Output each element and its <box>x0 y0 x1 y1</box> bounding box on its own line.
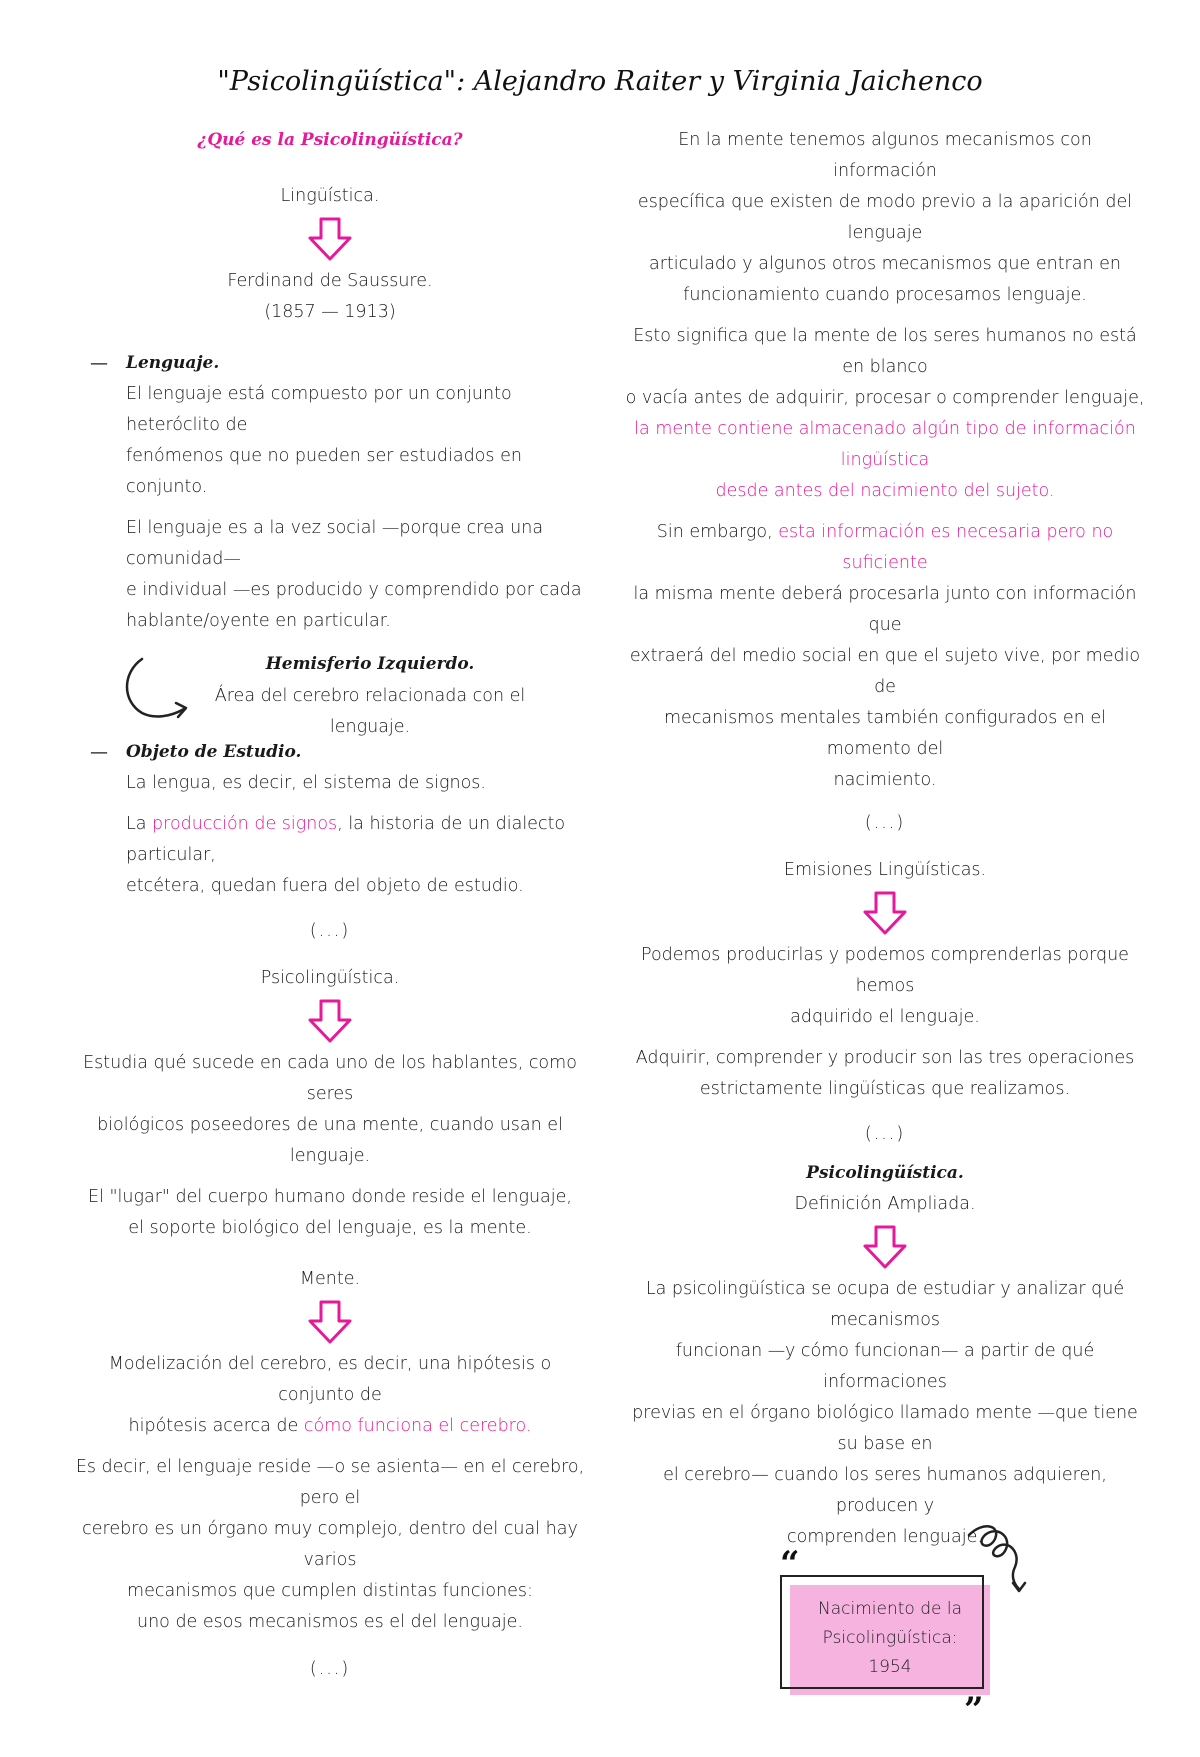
question-heading: ¿Qué es la Psicolingüística? <box>197 130 463 150</box>
ellipsis: (...) <box>309 1659 351 1679</box>
lenguaje-text: hablante/oyente en particular. <box>126 611 391 631</box>
sin-embargo-text: la misma mente deberá procesarla junto con información que <box>633 584 1137 635</box>
sin-embargo-text: extraerá del medio social en que el sujeto vive, por medio de <box>629 646 1141 697</box>
lenguaje-text: fenómenos que no pueden ser estudiados en conjunto. <box>126 446 522 497</box>
lenguaje-text: e individual —es producido y comprendido por cada <box>126 580 582 600</box>
section-objeto <box>70 737 590 902</box>
down-arrow-icon <box>307 998 353 1044</box>
estudia-text: Estudia qué sucede en cada uno de los hablantes, como seres <box>83 1053 577 1104</box>
curved-arrow-icon <box>120 655 195 723</box>
quote-line: 1954 <box>868 1657 912 1677</box>
highlight-text: producción de signos <box>152 814 338 834</box>
lenguaje-text: El lenguaje está compuesto por un conjunto heteróclito de <box>126 384 512 435</box>
close-quote-icon: ” <box>964 1690 984 1730</box>
mente-text: específica que existen de modo previo a la aparición del lenguaje <box>637 192 1133 243</box>
down-arrow-icon <box>862 1224 908 1270</box>
lugar-text: El "lugar" del cuerpo humano donde reside el lenguaje, <box>88 1187 572 1207</box>
definicion-text: funcionan —y cómo funcionan— a partir de qué informaciones <box>675 1341 1095 1392</box>
hemisferio-text: Área del cerebro relacionada con el lenguaje. <box>214 686 526 737</box>
quote-box <box>780 1544 990 1730</box>
objeto-heading: Objeto de Estudio. <box>126 742 302 762</box>
adquirir-text: Adquirir, comprender y producir son las tres operaciones <box>635 1048 1135 1068</box>
quote-text <box>790 1595 990 1682</box>
bullet-dash: — <box>90 742 108 763</box>
objeto-text: La producción de signos, la historia de un dialecto particular, <box>126 814 566 865</box>
lenguaje-heading: Lenguaje. <box>126 353 220 373</box>
definicion-text: el cerebro— cuando los seres humanos adquieren, producen y <box>663 1465 1107 1516</box>
reside-text: Es decir, el lenguaje reside —o se asienta— en el cerebro, pero el <box>75 1457 585 1508</box>
section-lenguaje <box>70 348 590 637</box>
hemisferio-heading: Hemisferio Izquierdo. <box>265 654 475 674</box>
highlight-text: cómo funciona el cerebro. <box>303 1416 532 1436</box>
ellipsis: (...) <box>864 1124 906 1144</box>
quote-line: Psicolingüística: <box>822 1628 958 1648</box>
open-quote-icon: “ <box>780 1544 800 1584</box>
reside-text: uno de esos mecanismos es el del lenguaje. <box>137 1612 523 1632</box>
reside-text: mecanismos que cumplen distintas funciones: <box>127 1581 533 1601</box>
reside-text: cerebro es un órgano muy complejo, dentro del cual hay varios <box>82 1519 578 1570</box>
psicolinguistica-heading: Psicolingüística. <box>806 1163 964 1183</box>
objeto-text: etcétera, quedan fuera del objeto de estudio. <box>126 876 524 896</box>
highlight-text: la mente contiene almacenado algún tipo de información lingüística <box>634 419 1136 470</box>
significa-text: o vacía antes de adquirir, procesar o comprender lenguaje, <box>625 388 1145 408</box>
sin-embargo-text: mecanismos mentales también configurados en el momento del <box>664 708 1106 759</box>
node-saussure-years: (1857 — 1913) <box>264 302 396 322</box>
sin-embargo-text: Sin embargo, esta información es necesaria pero no suficiente <box>656 522 1114 573</box>
producir-text: Podemos producirlas y podemos comprenderlas porque hemos <box>641 945 1129 996</box>
mente-text: funcionamiento cuando procesamos lenguaje. <box>683 285 1087 305</box>
down-arrow-icon <box>307 216 353 262</box>
down-arrow-icon <box>862 890 908 936</box>
node-linguistica: Lingüística. <box>280 186 380 206</box>
highlight-text: esta información es necesaria pero no suficiente <box>778 522 1114 573</box>
adquirir-text: estrictamente lingüísticas que realizamos. <box>699 1079 1071 1099</box>
left-column <box>70 125 590 1685</box>
hemisferio-block <box>70 649 590 737</box>
definicion-text: previas en el órgano biológico llamado mente —que tiene su base en <box>632 1403 1138 1454</box>
node-mente: Mente. <box>299 1269 361 1289</box>
quote-line: Nacimiento de la <box>818 1599 962 1619</box>
mente-text: articulado y algunos otros mecanismos que entran en <box>648 254 1121 274</box>
producir-text: adquirido el lenguaje. <box>790 1007 980 1027</box>
down-arrow-icon <box>307 1299 353 1345</box>
bullet-dash: — <box>90 353 108 374</box>
model-text: Modelización del cerebro, es decir, una hipótesis o conjunto de <box>108 1354 552 1405</box>
lugar-text: el soporte biológico del lenguaje, es la mente. <box>128 1218 532 1238</box>
ellipsis: (...) <box>864 813 906 833</box>
definicion-text: La psicolingüística se ocupa de estudiar y analizar qué mecanismos <box>645 1279 1125 1330</box>
page-title: "Psicolingüística": Alejandro Raiter y Virginia Jaichenco <box>217 66 983 97</box>
mente-text: En la mente tenemos algunos mecanismos con información <box>678 130 1092 181</box>
node-psicolinguistica: Psicolingüística. <box>260 968 400 988</box>
estudia-text: biológicos poseedores de una mente, cuando usan el lenguaje. <box>97 1115 563 1166</box>
objeto-text: La lengua, es decir, el sistema de signos. <box>126 773 486 793</box>
right-column <box>625 125 1145 1757</box>
highlight-text: desde antes del nacimiento del sujeto. <box>715 481 1055 501</box>
ellipsis: (...) <box>309 921 351 941</box>
significa-text: Esto significa que la mente de los seres humanos no está en blanco <box>633 326 1137 377</box>
sin-embargo-text: nacimiento. <box>833 770 937 790</box>
node-emisiones: Emisiones Lingüísticas. <box>783 860 987 880</box>
model-text: hipótesis acerca de cómo funciona el cerebro. <box>128 1416 532 1436</box>
quote-area <box>625 1544 1145 1757</box>
node-saussure: Ferdinand de Saussure. <box>227 271 433 291</box>
definicion-label: Definición Ampliada. <box>794 1194 976 1214</box>
definicion-text: comprenden lenguaje. <box>787 1527 983 1547</box>
lenguaje-text: El lenguaje es a la vez social —porque crea una comunidad— <box>126 518 544 569</box>
